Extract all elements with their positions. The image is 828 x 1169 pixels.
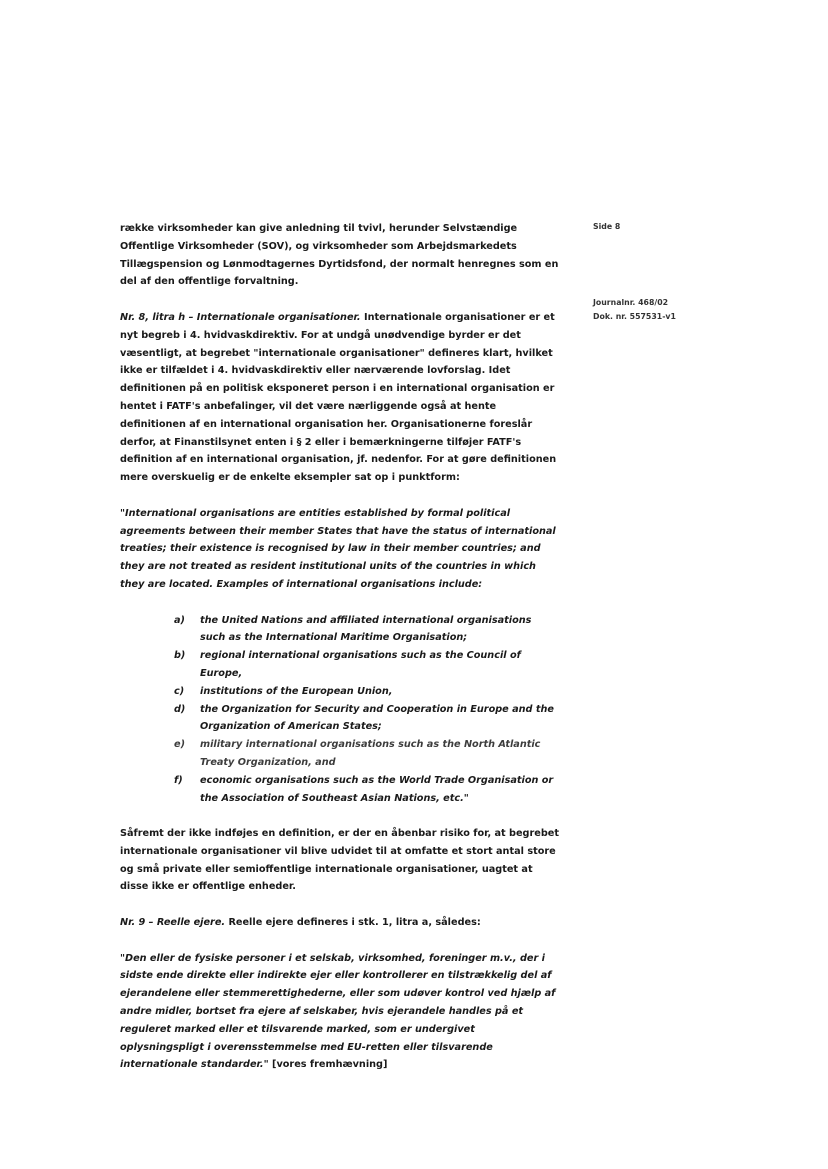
list-item — [174, 772, 560, 808]
list-marker: e) — [174, 739, 185, 751]
quote-text: "Den eller de fysiske personer i et selskab, virksomhed, foreninger m.v., der i sidste ende direkte eller indirekte ejer eller kontrollerer en — [120, 952, 545, 982]
list-item — [174, 736, 560, 772]
fatf-definition-quote: "International organisations are entities established by formal political agreements between their member States that have the status of international treaties; their existence is recognised by law in their member countries; and they are not treated as resident institutional units of the countries in which they are located. Examples of international organisations include: — [120, 507, 556, 590]
page-number: Side 8 — [593, 222, 621, 231]
section-heading-nr8: Nr. 8, litra h – Internationale organisationer. — [120, 311, 361, 323]
beneficial-owner-quote — [120, 950, 560, 1075]
quote-emphasis: tilstrækkelig del — [447, 970, 538, 982]
section-heading-nr9: Nr. 9 – Reelle ejere. — [120, 917, 226, 929]
list-item — [174, 647, 560, 683]
document-reference — [593, 296, 676, 324]
paragraph-risk: Såfremt der ikke indføjes en definition, er der en åbenbar risiko for, at begrebet internationale organisationer vil blive udvidet til at omfatte et stort antal store og små private eller semioffentlige internationale organisationer, uagtet at disse ikke er offentlige enheder. — [120, 828, 559, 893]
list-item-text: economic organisations such as the World Trade Organisation or the Association of Southeast Asian Nations, etc." — [200, 774, 554, 804]
paragraph-text: Internationale organisationer er et nyt begreb i 4. hvidvaskdirektiv. For at undgå unødvendige byrder er det væsentligt, at begrebet "internationale organisationer" defineres klart, hvilket ikke er tilfældet i 4. hvidvaskdirektiv eller nærværende lovforslag. Idet definitionen på en politisk eksponeret person i en international organisation er hentet i FATF's anbefalinger, vil det være nærliggende også at hente definitionen af en international organisation her. Organisationerne foreslår derfor, at Finanstilsynet enten i § 2 eller i bemærkningerne tilføjer FATF's definition af en international organisation, jf. nedenfor. For at gøre definitionen mere overskuelig er de enkelte eksempler sat op i punktform: — [120, 311, 557, 484]
list-item-text: the United Nations and affiliated international organisations such as the International Maritime Organisation; — [200, 614, 532, 644]
list-marker: d) — [174, 703, 186, 715]
quote-annotation: [vores fremhævning] — [268, 1059, 388, 1071]
list-item — [174, 701, 560, 737]
list-item-text: regional international organisations such as the Council of Europe, — [200, 650, 521, 679]
list-item-text: institutions of the European Union, — [200, 685, 393, 697]
list-marker: a) — [174, 614, 185, 626]
quote-text: af ejerandelene eller stemmerettighederne, eller som udøver kontrol ved hjælp af andre midler, bortset fra ejere af selskaber, hvis ejerandele handles på et reguleret marked eller et tilsvarende marked, som er undergivet oplysningspligt i overensstemmelse med EU-retten eller tilsvarende internationale standarder." — [120, 970, 556, 1071]
paragraph-international-organisations — [120, 309, 560, 487]
journal-number: Journalnr. 468/02 — [593, 298, 669, 307]
list-marker: b) — [174, 650, 186, 662]
list-marker: c) — [174, 685, 185, 697]
paragraph-continuation: række virksomheder kan give anledning til tvivl, herunder Selvstændige Offentlige Virksomheder (SOV), og virksomheder som Arbejdsmarkedets Tillægspension og Lønmodtagernes Dyrtidsfond, der normalt henregnes som en del af den offentlige forvaltning. — [120, 223, 559, 288]
list-marker: f) — [174, 774, 183, 786]
list-item-text: military international organisations such as the North Atlantic Treaty Organization, and — [200, 739, 541, 768]
document-number: Dok. nr. 557531-v1 — [593, 312, 676, 321]
list-item — [174, 612, 560, 648]
paragraph-text: Reelle ejere defineres i stk. 1, litra a, således: — [225, 917, 481, 929]
paragraph-beneficial-owners — [120, 914, 560, 932]
list-item — [174, 683, 560, 701]
document-body — [120, 220, 560, 1074]
list-item-text: the Organization for Security and Cooperation in Europe and the Organization of American States; — [200, 703, 554, 733]
examples-list — [120, 612, 560, 808]
